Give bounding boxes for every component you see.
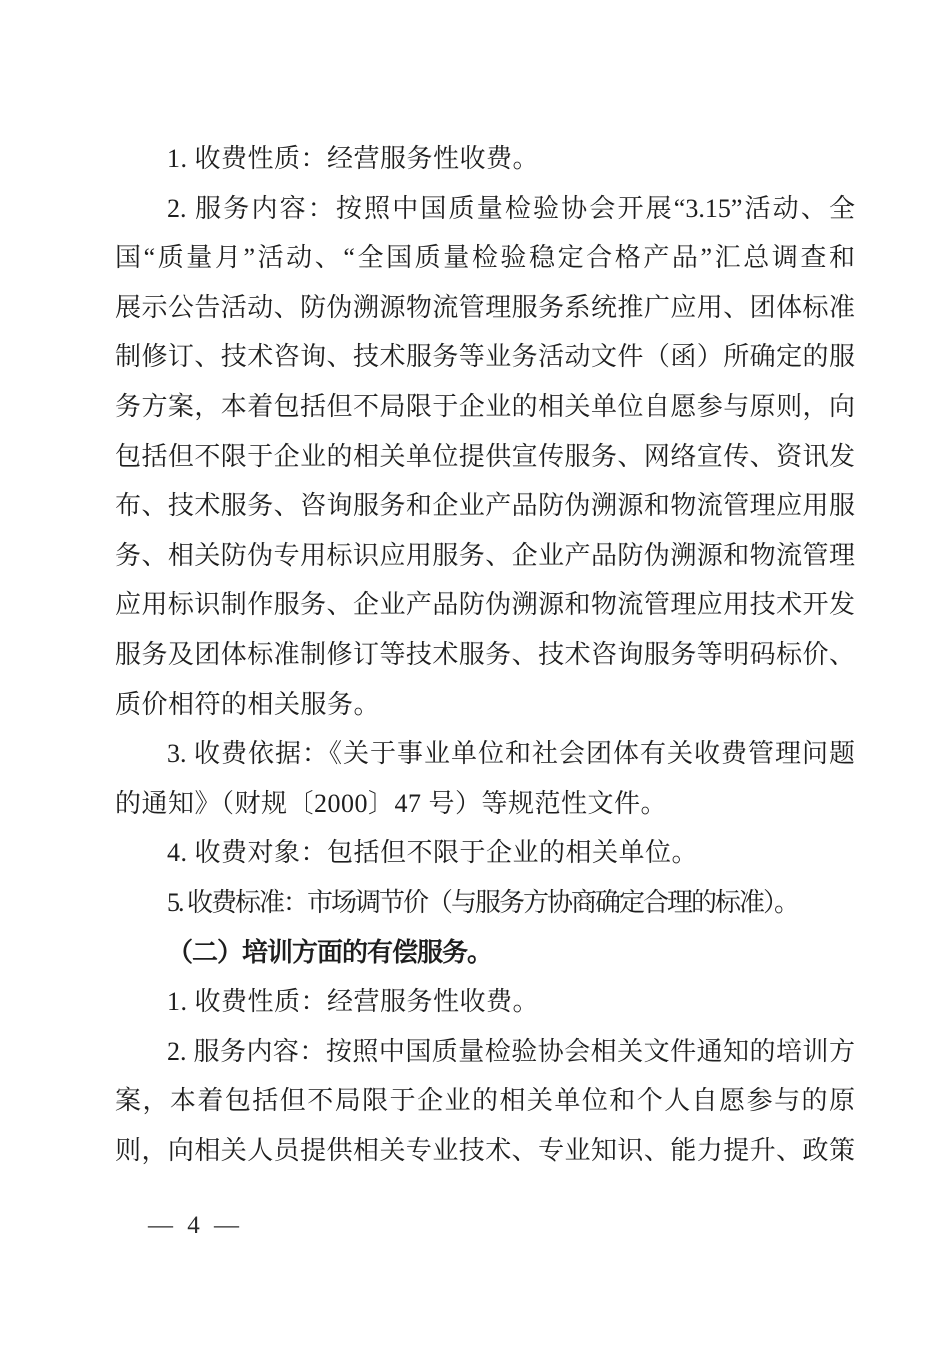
document-line: 应用标识制作服务、企业产品防伪溯源和物流管理应用技术开发 xyxy=(115,590,855,620)
document-line: 2. 服务内容：按照中国质量检验协会相关文件通知的培训方 xyxy=(167,1036,855,1066)
document-line: 1. 收费性质：经营服务性收费。 xyxy=(167,987,540,1017)
document-line: 5. 收费标准：市场调节价（与服务方协商确定合理的标准）。 xyxy=(167,887,799,917)
document-line: 国“质量月”活动、“全国质量检验稳定合格产品”汇总调查和 xyxy=(115,243,855,273)
page-number: — 4 — xyxy=(148,1212,243,1239)
document-body xyxy=(115,134,855,1175)
document-line: 案，本着包括但不局限于企业的相关单位和个人自愿参与的原 xyxy=(115,1086,855,1116)
document-line: 服务及团体标准制修订等技术服务、技术咨询服务等明码标价、 xyxy=(115,639,855,669)
document-line: 3. 收费依据：《关于事业单位和社会团体有关收费管理问题 xyxy=(167,739,855,769)
document-line: 2. 服务内容：按照中国质量检验协会开展“3.15”活动、全 xyxy=(167,193,855,223)
document-line: 则，向相关人员提供相关专业技术、专业知识、能力提升、政策 xyxy=(115,1135,855,1165)
section-heading: （二）培训方面的有偿服务。 xyxy=(167,937,493,967)
document-line: 展示公告活动、防伪溯源物流管理服务系统推广应用、团体标准 xyxy=(115,292,855,322)
document-line: 包括但不限于企业的相关单位提供宣传服务、网络宣传、资讯发 xyxy=(115,441,855,471)
document-line: 务、相关防伪专用标识应用服务、企业产品防伪溯源和物流管理 xyxy=(115,540,855,570)
document-line: 4. 收费对象：包括但不限于企业的相关单位。 xyxy=(167,838,699,868)
document-line: 1. 收费性质：经营服务性收费。 xyxy=(167,144,540,173)
document-line: 制修订、技术咨询、技术服务等业务活动文件（函）所确定的服 xyxy=(115,342,855,372)
document-line: 质价相符的相关服务。 xyxy=(115,689,381,719)
document-line: 务方案，本着包括但不局限于企业的相关单位自愿参与原则，向 xyxy=(115,391,855,421)
document-line: 的通知》（财规〔2000〕47 号）等规范性文件。 xyxy=(115,788,668,818)
document-line: 布、技术服务、咨询服务和企业产品防伪溯源和物流管理应用服 xyxy=(115,491,855,521)
